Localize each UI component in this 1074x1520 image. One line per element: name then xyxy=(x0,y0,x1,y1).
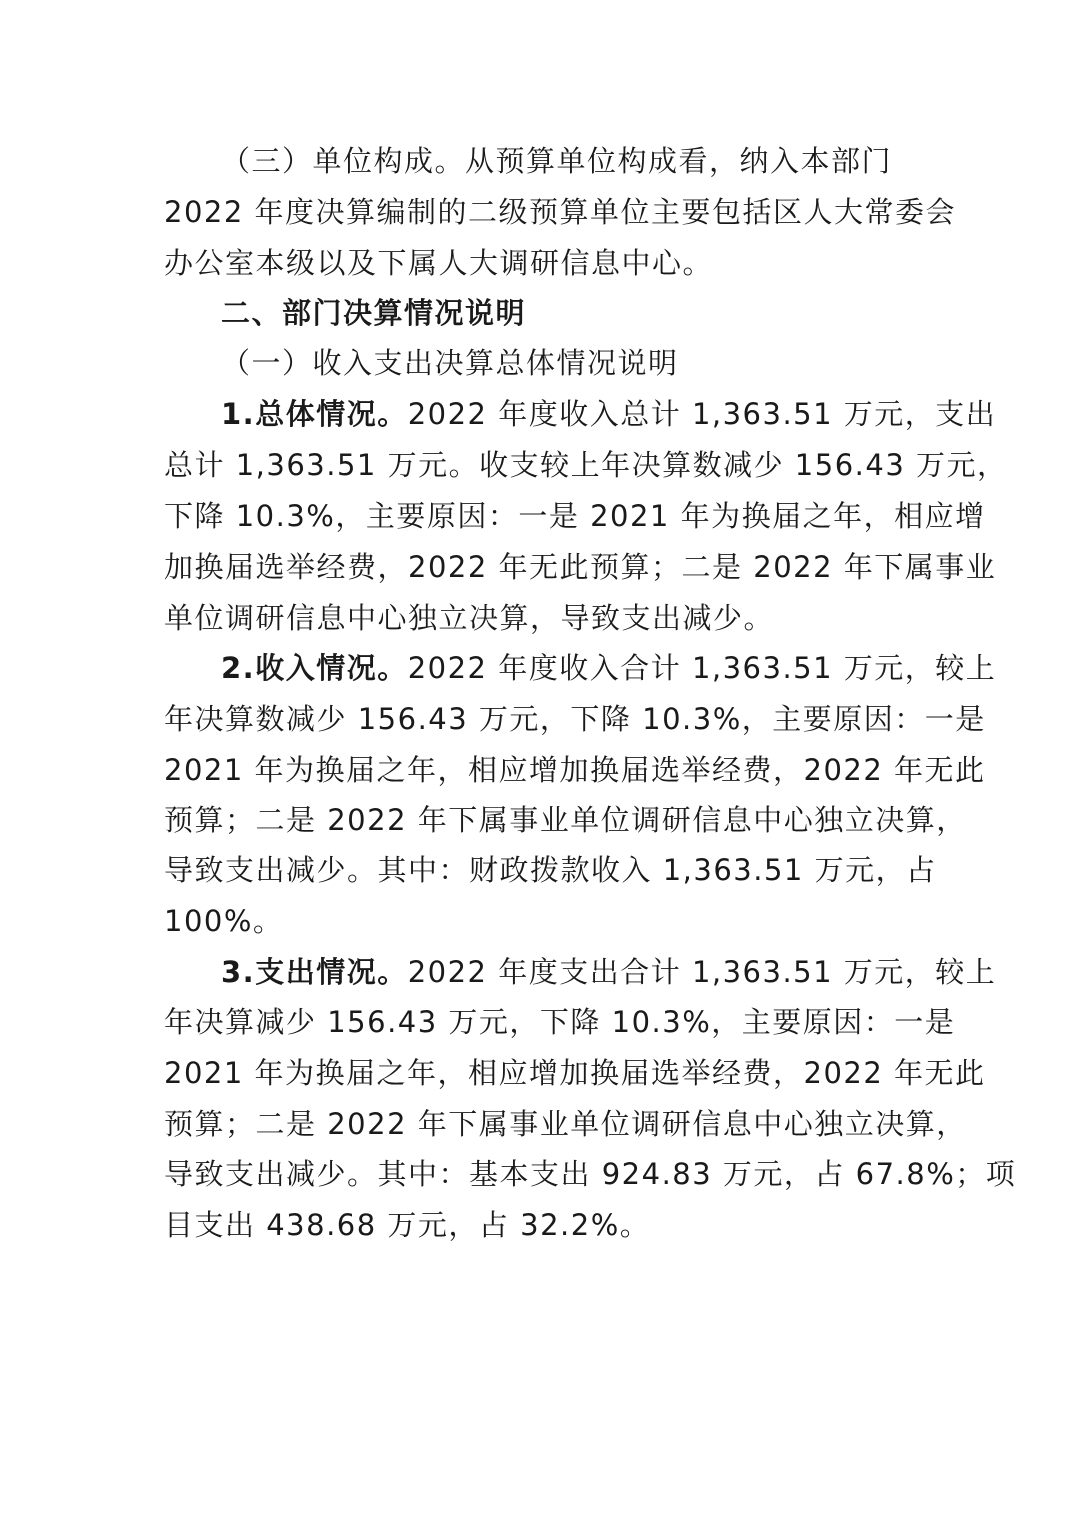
paragraph-line: （三）单位构成。从预算单位构成看，纳入本部门 xyxy=(221,144,893,178)
paragraph-line: 加换届选举经费，2022 年无此预算；二是 2022 年下属事业 xyxy=(164,550,997,584)
paragraph-text: 2022 年度收入总计 1,363.51 万元，支出 xyxy=(407,397,997,431)
paragraph-line: 年决算数减少 156.43 万元，下降 10.3%，主要原因：一是 xyxy=(164,702,986,736)
paragraph-line: 100%。 xyxy=(164,904,284,938)
paragraph-line xyxy=(221,396,996,432)
paragraph-line: 导致支出减少。其中：财政拨款收入 1,363.51 万元，占 xyxy=(164,853,937,887)
paragraph-line xyxy=(221,954,996,990)
paragraph-line: 2022 年度决算编制的二级预算单位主要包括区人大常委会 xyxy=(164,195,957,229)
subsection-heading: （一）收入支出决算总体情况说明 xyxy=(221,346,679,380)
paragraph-line: 年决算减少 156.43 万元，下降 10.3%，主要原因：一是 xyxy=(164,1005,956,1039)
paragraph-line: 预算；二是 2022 年下属事业单位调研信息中心独立决算， xyxy=(164,803,967,837)
paragraph-line: 目支出 438.68 万元，占 32.2%。 xyxy=(164,1208,651,1242)
paragraph-line: 下降 10.3%，主要原因：一是 2021 年为换届之年，相应增 xyxy=(164,499,986,533)
paragraph-label: 1.总体情况。 xyxy=(221,397,408,431)
paragraph-label: 2.收入情况。 xyxy=(221,651,408,685)
paragraph-line xyxy=(221,650,996,686)
paragraph-line: 单位调研信息中心独立决算，导致支出减少。 xyxy=(164,601,775,635)
paragraph-line: 2021 年为换届之年，相应增加换届选举经费，2022 年无此 xyxy=(164,753,986,787)
paragraph-text: 2022 年度收入合计 1,363.51 万元，较上 xyxy=(407,651,997,685)
paragraph-line: 导致支出减少。其中：基本支出 924.83 万元，占 67.8%；项 xyxy=(164,1157,1017,1191)
paragraph-line: 办公室本级以及下属人大调研信息中心。 xyxy=(164,246,714,280)
paragraph-line: 预算；二是 2022 年下属事业单位调研信息中心独立决算， xyxy=(164,1107,967,1141)
paragraph-label: 3.支出情况。 xyxy=(221,955,408,989)
paragraph-text: 2022 年度支出合计 1,363.51 万元，较上 xyxy=(407,955,997,989)
paragraph-line: 总计 1,363.51 万元。收支较上年决算数减少 156.43 万元， xyxy=(164,448,1008,482)
paragraph-line: 2021 年为换届之年，相应增加换届选举经费，2022 年无此 xyxy=(164,1056,986,1090)
section-heading: 二、部门决算情况说明 xyxy=(221,296,527,330)
